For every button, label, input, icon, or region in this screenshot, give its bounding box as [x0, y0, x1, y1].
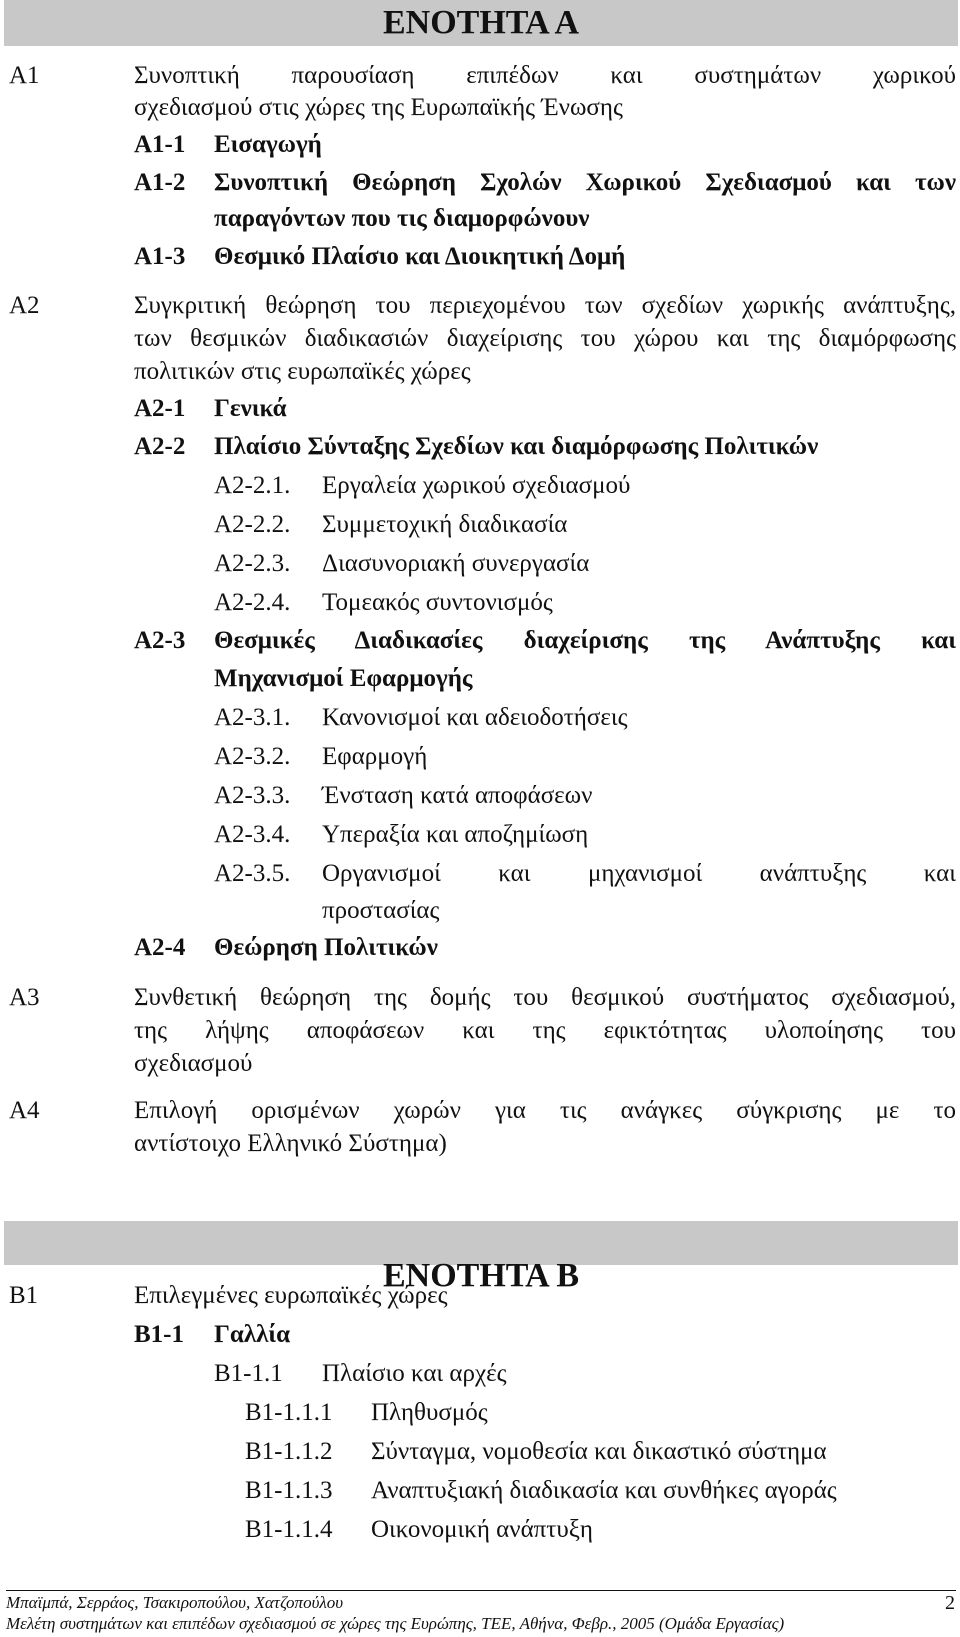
a2-text-line3: πολιτικών στις ευρωπαϊκές χώρες: [134, 358, 471, 385]
a2-3-code: Α2-3: [134, 627, 186, 654]
a1-3-code: Α1-3: [134, 243, 186, 270]
b1-1-1-2-code: Β1-1.1.2: [245, 1438, 333, 1465]
a3-text-line1: Συνθετική θεώρηση της δομής του θεσμικού συστήματος σχεδιασμού,: [134, 984, 956, 1011]
b1-label: Β1: [9, 1282, 39, 1309]
a3-text-line2: της λήψης αποφάσεων και της εφικτότητας υλοποίησης του: [134, 1017, 956, 1044]
a1-2-title-line2: παραγόντων που τις διαμορφώνουν: [214, 205, 590, 232]
b1-1-code: Β1-1: [134, 1321, 184, 1348]
a2-2-title: Πλαίσιο Σύνταξης Σχεδίων και διαμόρφωσης Πολιτικών: [214, 433, 819, 460]
a2-1-code: Α2-1: [134, 395, 186, 422]
a2-3-title-line2: Μηχανισμοί Εφαρμογής: [214, 665, 473, 692]
a4-text-line2: αντίστοιχο Ελληνικό Σύστημα): [134, 1130, 447, 1157]
page-number: 2: [945, 1592, 955, 1614]
a4-text-line1: Επιλογή ορισμένων χωρών για τις ανάγκες σύγκρισης με το: [134, 1097, 956, 1124]
a2-text-line2: των θεσμικών διαδικασιών διαχείρισης του χώρου και της διαμόρφωσης: [134, 325, 956, 352]
a1-1-code: Α1-1: [134, 131, 186, 158]
a1-2-title-line1: Συνοπτική Θεώρηση Σχολών Χωρικού Σχεδιασμού και των: [214, 169, 956, 196]
b1-1-1-2-title: Σύνταγμα, νομοθεσία και δικαστικό σύστημα: [371, 1438, 827, 1465]
a2-4-title: Θεώρηση Πολιτικών: [214, 934, 438, 961]
a1-label: Α1: [9, 62, 40, 89]
a2-3-5-title-line2: προστασίας: [322, 897, 440, 924]
a2-text-line1: Συγκριτική θεώρηση του περιεχομένου των σχεδίων χωρικής ανάπτυξης,: [134, 292, 956, 319]
a1-3-title: Θεσμικό Πλαίσιο και Διοικητική Δομή: [214, 243, 626, 270]
a2-2-4-code: Α2-2.4.: [214, 589, 291, 616]
a1-text-line1: Συνοπτική παρουσίαση επιπέδων και συστημάτων χωρικού: [134, 62, 956, 89]
a2-3-5-code: Α2-3.5.: [214, 860, 291, 887]
a2-2-3-code: Α2-2.3.: [214, 550, 291, 577]
a1-2-code: Α1-2: [134, 169, 186, 196]
a1-text-line2: σχεδιασμού στις χώρες της Ευρωπαϊκής Ένωσης: [134, 94, 623, 121]
section-a-header: [4, 0, 958, 46]
section-a-title: ΕΝΟΤΗΤΑ Α: [382, 4, 580, 41]
b1-1-1-title: Πλαίσιο και αρχές: [322, 1360, 507, 1387]
b1-1-1-code: Β1-1.1: [214, 1360, 283, 1387]
a2-1-title: Γενικά: [214, 395, 287, 422]
a2-3-5-title-line1: Οργανισμοί και μηχανισμοί ανάπτυξης και: [322, 860, 956, 887]
a2-3-4-code: Α2-3.4.: [214, 821, 291, 848]
b1-1-1-3-title: Αναπτυξιακή διαδικασία και συνθήκες αγοράς: [371, 1477, 837, 1504]
a2-2-3-title: Διασυνοριακή συνεργασία: [322, 550, 590, 577]
b1-1-1-1-code: Β1-1.1.1: [245, 1399, 333, 1426]
footer-divider: [6, 1590, 956, 1591]
b1-1-1-1-title: Πληθυσμός: [371, 1399, 488, 1426]
section-b-header: [4, 1221, 958, 1294]
a2-3-3-code: Α2-3.3.: [214, 782, 291, 809]
a1-1-title: Εισαγωγή: [214, 131, 322, 158]
b1-1-title: Γαλλία: [214, 1321, 291, 1348]
a3-text-line3: σχεδιασμού: [134, 1050, 253, 1077]
footer-authors: Μπαϊμπά, Σερράος, Τσακιροπούλου, Χατζοπούλου: [6, 1593, 344, 1612]
a2-2-2-code: Α2-2.2.: [214, 511, 291, 538]
footer-citation: Μελέτη συστημάτων και επιπέδων σχεδιασμού σε χώρες της Ευρώπης, ΤΕΕ, Αθήνα, Φεβρ., 2005 (Ομάδα Εργασίας): [6, 1614, 785, 1633]
section-b-title: ΕΝΟΤΗΤΑ Β: [382, 1257, 580, 1294]
a2-label: Α2: [9, 292, 40, 319]
a2-3-2-code: Α2-3.2.: [214, 743, 291, 770]
a2-3-1-title: Κανονισμοί και αδειοδοτήσεις: [322, 704, 628, 731]
b1-1-1-4-code: Β1-1.1.4: [245, 1516, 333, 1543]
b1-text: Επιλεγμένες ευρωπαϊκές χώρες: [134, 1282, 448, 1309]
b1-1-1-3-code: Β1-1.1.3: [245, 1477, 333, 1504]
a3-label: Α3: [9, 984, 40, 1011]
b1-1-1-4-title: Οικονομική ανάπτυξη: [371, 1516, 593, 1543]
a2-3-4-title: Υπεραξία και αποζημίωση: [322, 821, 589, 848]
a2-3-1-code: Α2-3.1.: [214, 704, 291, 731]
a2-4-code: Α2-4: [134, 934, 186, 961]
a2-2-2-title: Συμμετοχική διαδικασία: [322, 511, 568, 538]
a2-3-3-title: Ένσταση κατά αποφάσεων: [322, 782, 593, 809]
a4-label: Α4: [9, 1097, 40, 1124]
a2-2-1-title: Εργαλεία χωρικού σχεδιασμού: [322, 472, 631, 499]
a2-3-title-line1: Θεσμικές Διαδικασίες διαχείρισης της Ανάπτυξης και: [214, 627, 956, 654]
a2-2-code: Α2-2: [134, 433, 186, 460]
a2-3-2-title: Εφαρμογή: [322, 743, 428, 770]
a2-2-4-title: Τομεακός συντονισμός: [322, 589, 553, 616]
a2-2-1-code: Α2-2.1.: [214, 472, 291, 499]
